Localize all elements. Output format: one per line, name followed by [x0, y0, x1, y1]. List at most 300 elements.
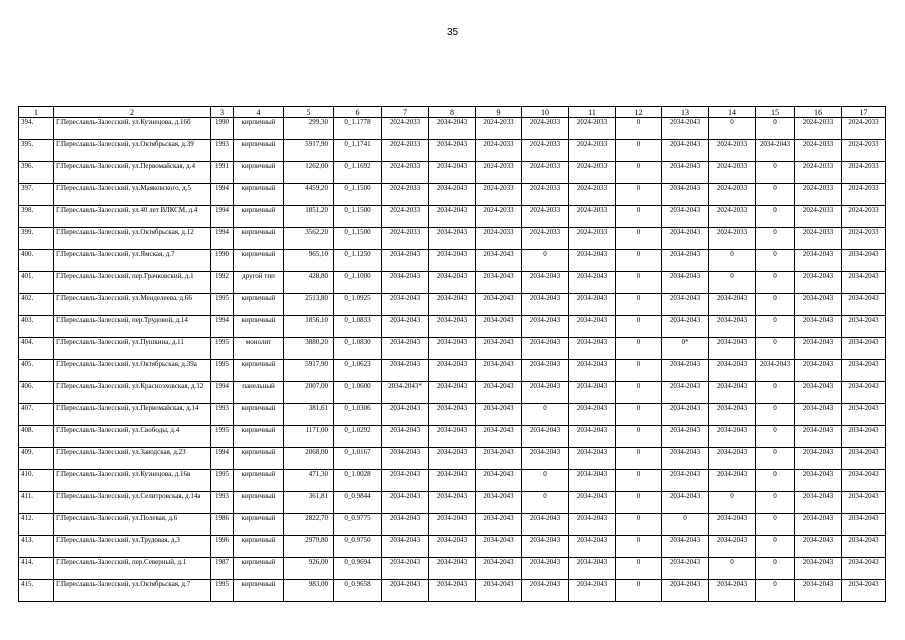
cell-c16: 2034-2043 — [795, 404, 842, 426]
cell-c16: 2024-2033 — [795, 206, 842, 228]
cell-c15: 0 — [756, 536, 795, 558]
cell-c10: 2034-2043 — [522, 272, 569, 294]
cell-c11: 2034-2043 — [569, 316, 616, 338]
cell-coef: 0_1.1000 — [334, 272, 382, 294]
cell-coef: 0_1.1500 — [334, 184, 382, 206]
cell-c14: 0 — [709, 250, 756, 272]
cell-year: 1995 — [211, 470, 234, 492]
cell-c12: 0 — [616, 470, 662, 492]
cell-c8: 2034-2043 — [429, 404, 476, 426]
cell-year: 1986 — [211, 514, 234, 536]
cell-c10: 2034-2043 — [522, 382, 569, 404]
cell-year: 1995 — [211, 294, 234, 316]
cell-area: 1856,10 — [284, 316, 334, 338]
cell-num: 400. — [19, 250, 54, 272]
cell-c17: 2024-2033 — [842, 162, 886, 184]
cell-c8: 2034-2043 — [429, 140, 476, 162]
cell-c11: 2034-2043 — [569, 536, 616, 558]
cell-c11: 2034-2043 — [569, 338, 616, 360]
cell-c9: 2034-2043 — [476, 514, 522, 536]
cell-c12: 0 — [616, 360, 662, 382]
header-cell-13: 13 — [662, 107, 709, 118]
cell-c11: 2034-2043 — [569, 382, 616, 404]
cell-c12: 0 — [616, 118, 662, 140]
table-row — [19, 206, 886, 228]
table-row — [19, 360, 886, 382]
cell-c7: 2034-2043 — [382, 536, 429, 558]
cell-c9: 2024-2033 — [476, 140, 522, 162]
cell-c8: 2034-2043 — [429, 250, 476, 272]
cell-c8: 2034-2043 — [429, 206, 476, 228]
header-cell-17: 17 — [842, 107, 886, 118]
cell-c13: 2034-2043 — [662, 360, 709, 382]
cell-c13: 2034-2043 — [662, 184, 709, 206]
cell-year: 1994 — [211, 206, 234, 228]
cell-c17: 2024-2033 — [842, 118, 886, 140]
cell-c13: 2034-2043 — [662, 448, 709, 470]
cell-c15: 0 — [756, 250, 795, 272]
cell-area: 3880,20 — [284, 338, 334, 360]
cell-coef: 0_1.0830 — [334, 338, 382, 360]
table-row — [19, 338, 886, 360]
cell-c15: 0 — [756, 206, 795, 228]
cell-c13: 2034-2043 — [662, 382, 709, 404]
cell-c15: 0 — [756, 580, 795, 602]
cell-c16: 2024-2033 — [795, 184, 842, 206]
header-cell-2: 2 — [54, 107, 211, 118]
cell-c16: 2034-2043 — [795, 426, 842, 448]
cell-c11: 2034-2043 — [569, 558, 616, 580]
cell-material: кирпичный — [234, 426, 284, 448]
cell-material: кирпичный — [234, 206, 284, 228]
cell-c17: 2034-2043 — [842, 294, 886, 316]
header-cell-8: 8 — [429, 107, 476, 118]
cell-c10: 2024-2033 — [522, 206, 569, 228]
cell-num: 412. — [19, 514, 54, 536]
cell-c12: 0 — [616, 250, 662, 272]
cell-c15: 0 — [756, 294, 795, 316]
cell-c9: 2034-2043 — [476, 580, 522, 602]
cell-c13: 2034-2043 — [662, 228, 709, 250]
cell-c10: 2034-2043 — [522, 514, 569, 536]
cell-year: 1993 — [211, 492, 234, 514]
cell-material: кирпичный — [234, 360, 284, 382]
cell-c9: 2034-2043 — [476, 250, 522, 272]
cell-c13: 2034-2043 — [662, 580, 709, 602]
cell-c14: 2034-2043 — [709, 316, 756, 338]
cell-material: кирпичный — [234, 250, 284, 272]
cell-c15: 0 — [756, 426, 795, 448]
cell-year: 1994 — [211, 448, 234, 470]
cell-c9: 2024-2033 — [476, 118, 522, 140]
cell-c15: 0 — [756, 470, 795, 492]
cell-c16: 2034-2043 — [795, 316, 842, 338]
cell-c10: 2034-2043 — [522, 558, 569, 580]
cell-area: 2068,00 — [284, 448, 334, 470]
header-cell-9: 9 — [476, 107, 522, 118]
cell-area: 983,00 — [284, 580, 334, 602]
cell-c9: 2034-2043 — [476, 558, 522, 580]
cell-c15: 0 — [756, 118, 795, 140]
cell-area: 361,81 — [284, 492, 334, 514]
header-cell-4: 4 — [234, 107, 284, 118]
header-cell-5: 5 — [284, 107, 334, 118]
cell-c8: 2034-2043 — [429, 316, 476, 338]
cell-c12: 0 — [616, 404, 662, 426]
table-row — [19, 492, 886, 514]
cell-c17: 2034-2043 — [842, 514, 886, 536]
cell-c12: 0 — [616, 272, 662, 294]
cell-c17: 2034-2043 — [842, 338, 886, 360]
cell-c7: 2024-2033 — [382, 228, 429, 250]
cell-address: Г.Переславль-Залесский, ул.Менделеева, д.66 — [54, 294, 211, 316]
cell-c8: 2034-2043 — [429, 382, 476, 404]
cell-num: 404. — [19, 338, 54, 360]
cell-num: 405. — [19, 360, 54, 382]
cell-c8: 2034-2043 — [429, 338, 476, 360]
cell-material: кирпичный — [234, 118, 284, 140]
cell-address: Г.Переславль-Залесский, пер.Северный, д.1 — [54, 558, 211, 580]
cell-c8: 2034-2043 — [429, 118, 476, 140]
cell-year: 1993 — [211, 404, 234, 426]
cell-c10: 2024-2033 — [522, 162, 569, 184]
cell-c13: 2034-2043 — [662, 404, 709, 426]
cell-c16: 2034-2043 — [795, 448, 842, 470]
cell-c13: 2034-2043 — [662, 140, 709, 162]
cell-c11: 2034-2043 — [569, 492, 616, 514]
cell-c14: 2034-2043 — [709, 360, 756, 382]
cell-year: 1995 — [211, 580, 234, 602]
cell-num: 407. — [19, 404, 54, 426]
cell-year: 1990 — [211, 118, 234, 140]
cell-c14: 2034-2043 — [709, 536, 756, 558]
cell-c16: 2034-2043 — [795, 580, 842, 602]
cell-c15: 0 — [756, 514, 795, 536]
cell-c8: 2034-2043 — [429, 426, 476, 448]
cell-area: 1262,00 — [284, 162, 334, 184]
cell-c14: 2024-2033 — [709, 228, 756, 250]
cell-c15: 0 — [756, 558, 795, 580]
cell-area: 1171,00 — [284, 426, 334, 448]
cell-area: 965,10 — [284, 250, 334, 272]
cell-material: другой тип — [234, 272, 284, 294]
data-table — [18, 106, 886, 602]
header-cell-12: 12 — [616, 107, 662, 118]
cell-address: Г.Переславль-Залесский, ул.Красноэховская, д.12 — [54, 382, 211, 404]
table-row — [19, 536, 886, 558]
cell-coef: 0_1.0028 — [334, 470, 382, 492]
table-row — [19, 470, 886, 492]
cell-num: 413. — [19, 536, 54, 558]
cell-num: 394. — [19, 118, 54, 140]
cell-c17: 2034-2043 — [842, 426, 886, 448]
cell-c9: 2034-2043 — [476, 382, 522, 404]
cell-c13: 2034-2043 — [662, 162, 709, 184]
cell-c8: 2034-2043 — [429, 514, 476, 536]
cell-c10: 2034-2043 — [522, 338, 569, 360]
cell-area: 926,00 — [284, 558, 334, 580]
cell-num: 396. — [19, 162, 54, 184]
cell-area: 5917,90 — [284, 360, 334, 382]
cell-year: 1991 — [211, 162, 234, 184]
cell-coef: 0_1.1250 — [334, 250, 382, 272]
header-cell-1: 1 — [19, 107, 54, 118]
cell-material: кирпичный — [234, 316, 284, 338]
cell-c9: 2024-2033 — [476, 206, 522, 228]
cell-address: Г.Переславль-Залесский, ул.Кузнецова, д.16в — [54, 470, 211, 492]
cell-c13: 0 — [662, 514, 709, 536]
cell-c10: 2034-2043 — [522, 360, 569, 382]
cell-c14: 2034-2043 — [709, 448, 756, 470]
cell-year: 1995 — [211, 360, 234, 382]
cell-c10: 0 — [522, 250, 569, 272]
table-row — [19, 316, 886, 338]
cell-c13: 2034-2043 — [662, 492, 709, 514]
cell-c15: 0 — [756, 382, 795, 404]
cell-material: кирпичный — [234, 492, 284, 514]
cell-area: 381,61 — [284, 404, 334, 426]
cell-material: кирпичный — [234, 294, 284, 316]
cell-c12: 0 — [616, 580, 662, 602]
cell-c17: 2034-2043 — [842, 250, 886, 272]
cell-c13: 2034-2043 — [662, 558, 709, 580]
cell-num: 398. — [19, 206, 54, 228]
cell-c14: 2034-2043 — [709, 382, 756, 404]
cell-material: кирпичный — [234, 404, 284, 426]
cell-material: монолит — [234, 338, 284, 360]
cell-coef: 0_0.9775 — [334, 514, 382, 536]
cell-c11: 2034-2043 — [569, 470, 616, 492]
cell-c15: 2034-2043 — [756, 140, 795, 162]
cell-c7: 2034-2043 — [382, 580, 429, 602]
cell-c12: 0 — [616, 294, 662, 316]
cell-num: 415. — [19, 580, 54, 602]
cell-year: 1996 — [211, 536, 234, 558]
cell-coef: 0_1.1741 — [334, 140, 382, 162]
cell-c8: 2034-2043 — [429, 294, 476, 316]
cell-coef: 0_1.0925 — [334, 294, 382, 316]
cell-c15: 2034-2043 — [756, 360, 795, 382]
cell-c10: 2024-2033 — [522, 184, 569, 206]
cell-area: 5917,90 — [284, 140, 334, 162]
housing-table — [18, 106, 885, 602]
cell-c14: 2034-2043 — [709, 514, 756, 536]
cell-c11: 2024-2033 — [569, 206, 616, 228]
cell-c12: 0 — [616, 536, 662, 558]
table-row — [19, 294, 886, 316]
cell-address: Г.Переславль-Залесский, ул.Полевая, д.6 — [54, 514, 211, 536]
header-cell-11: 11 — [569, 107, 616, 118]
cell-year: 1993 — [211, 140, 234, 162]
cell-c7: 2034-2043* — [382, 382, 429, 404]
cell-c7: 2034-2043 — [382, 470, 429, 492]
cell-c9: 2034-2043 — [476, 272, 522, 294]
cell-c12: 0 — [616, 426, 662, 448]
cell-c14: 0 — [709, 272, 756, 294]
cell-c10: 0 — [522, 470, 569, 492]
cell-material: кирпичный — [234, 140, 284, 162]
cell-c8: 2034-2043 — [429, 272, 476, 294]
cell-address: Г.Переславль-Залесский, ул.Октябрьская, д.39 — [54, 140, 211, 162]
cell-c7: 2024-2033 — [382, 162, 429, 184]
cell-c10: 2034-2043 — [522, 316, 569, 338]
cell-c9: 2034-2043 — [476, 448, 522, 470]
cell-c11: 2034-2043 — [569, 404, 616, 426]
cell-coef: 0_1.1500 — [334, 228, 382, 250]
cell-year: 1994 — [211, 184, 234, 206]
cell-c16: 2034-2043 — [795, 470, 842, 492]
cell-num: 414. — [19, 558, 54, 580]
cell-c7: 2024-2033 — [382, 206, 429, 228]
cell-c11: 2034-2043 — [569, 250, 616, 272]
cell-c17: 2034-2043 — [842, 316, 886, 338]
cell-c14: 2024-2033 — [709, 140, 756, 162]
cell-address: Г.Переславль-Залесский, ул.Первомайская, д.4 — [54, 162, 211, 184]
cell-c9: 2034-2043 — [476, 360, 522, 382]
cell-c8: 2034-2043 — [429, 162, 476, 184]
cell-num: 411. — [19, 492, 54, 514]
cell-c13: 2034-2043 — [662, 272, 709, 294]
table-row — [19, 404, 886, 426]
cell-c14: 0 — [709, 492, 756, 514]
cell-c9: 2024-2033 — [476, 184, 522, 206]
cell-c9: 2034-2043 — [476, 338, 522, 360]
cell-c7: 2034-2043 — [382, 514, 429, 536]
cell-c14: 2034-2043 — [709, 426, 756, 448]
cell-c7: 2034-2043 — [382, 338, 429, 360]
cell-c7: 2034-2043 — [382, 250, 429, 272]
cell-c17: 2024-2033 — [842, 206, 886, 228]
cell-c10: 2034-2043 — [522, 580, 569, 602]
cell-material: кирпичный — [234, 162, 284, 184]
cell-c13: 2034-2043 — [662, 316, 709, 338]
cell-c11: 2024-2033 — [569, 184, 616, 206]
cell-c14: 2024-2033 — [709, 184, 756, 206]
cell-material: кирпичный — [234, 184, 284, 206]
table-row — [19, 448, 886, 470]
cell-year: 1994 — [211, 228, 234, 250]
table-row — [19, 514, 886, 536]
cell-c8: 2034-2043 — [429, 536, 476, 558]
cell-year: 1987 — [211, 558, 234, 580]
cell-material: кирпичный — [234, 448, 284, 470]
table-row — [19, 580, 886, 602]
table-row — [19, 162, 886, 184]
cell-c17: 2034-2043 — [842, 580, 886, 602]
cell-c13: 2034-2043 — [662, 426, 709, 448]
cell-c17: 2024-2033 — [842, 228, 886, 250]
cell-c10: 2024-2033 — [522, 140, 569, 162]
cell-c17: 2034-2043 — [842, 382, 886, 404]
cell-address: Г.Переславль-Залесский, ул.Трудовая, д.3 — [54, 536, 211, 558]
cell-c17: 2034-2043 — [842, 272, 886, 294]
cell-c7: 2034-2043 — [382, 492, 429, 514]
cell-coef: 0_1.0292 — [334, 426, 382, 448]
cell-c7: 2034-2043 — [382, 404, 429, 426]
cell-area: 471,30 — [284, 470, 334, 492]
cell-address: Г.Переславль-Залесский, ул.Селитровская, д.14а — [54, 492, 211, 514]
cell-area: 3562,20 — [284, 228, 334, 250]
header-row — [19, 107, 886, 118]
cell-c13: 2034-2043 — [662, 470, 709, 492]
cell-c14: 2034-2043 — [709, 404, 756, 426]
cell-c14: 2024-2033 — [709, 206, 756, 228]
cell-year: 1990 — [211, 250, 234, 272]
cell-c17: 2034-2043 — [842, 558, 886, 580]
cell-c7: 2024-2033 — [382, 118, 429, 140]
cell-c15: 0 — [756, 228, 795, 250]
cell-area: 428,80 — [284, 272, 334, 294]
cell-c7: 2034-2043 — [382, 316, 429, 338]
table-row — [19, 118, 886, 140]
header-cell-3: 3 — [211, 107, 234, 118]
cell-c17: 2034-2043 — [842, 404, 886, 426]
cell-c11: 2034-2043 — [569, 426, 616, 448]
cell-coef: 0_0.9658 — [334, 580, 382, 602]
cell-c12: 0 — [616, 316, 662, 338]
cell-c11: 2024-2033 — [569, 140, 616, 162]
cell-c13: 2034-2043 — [662, 206, 709, 228]
cell-c7: 2034-2043 — [382, 448, 429, 470]
cell-c7: 2034-2043 — [382, 294, 429, 316]
cell-c17: 2034-2043 — [842, 470, 886, 492]
cell-c16: 2024-2033 — [795, 140, 842, 162]
cell-c9: 2034-2043 — [476, 470, 522, 492]
cell-c12: 0 — [616, 382, 662, 404]
cell-c10: 0 — [522, 404, 569, 426]
cell-address: Г.Переславль-Залесский, ул.Ямская, д.7 — [54, 250, 211, 272]
cell-c11: 2034-2043 — [569, 448, 616, 470]
cell-c16: 2024-2033 — [795, 228, 842, 250]
cell-c14: 2034-2043 — [709, 338, 756, 360]
cell-c16: 2024-2033 — [795, 162, 842, 184]
cell-address: Г.Переславль-Залесский, ул.Маяковского, д.5 — [54, 184, 211, 206]
cell-num: 409. — [19, 448, 54, 470]
cell-area: 4459,20 — [284, 184, 334, 206]
cell-c8: 2034-2043 — [429, 558, 476, 580]
cell-coef: 0_0.9750 — [334, 536, 382, 558]
cell-c8: 2034-2043 — [429, 228, 476, 250]
cell-c16: 2024-2033 — [795, 118, 842, 140]
cell-coef: 0_1.0833 — [334, 316, 382, 338]
cell-coef: 0_1.1692 — [334, 162, 382, 184]
cell-coef: 0_1.1500 — [334, 206, 382, 228]
cell-year: 1995 — [211, 338, 234, 360]
cell-c14: 2034-2043 — [709, 470, 756, 492]
cell-c17: 2034-2043 — [842, 360, 886, 382]
cell-c9: 2024-2033 — [476, 228, 522, 250]
cell-c13: 2034-2043 — [662, 536, 709, 558]
cell-area: 2513,80 — [284, 294, 334, 316]
table-row — [19, 426, 886, 448]
cell-c16: 2034-2043 — [795, 360, 842, 382]
cell-c8: 2034-2043 — [429, 184, 476, 206]
cell-material: кирпичный — [234, 228, 284, 250]
cell-c11: 2034-2043 — [569, 272, 616, 294]
cell-c11: 2024-2033 — [569, 118, 616, 140]
cell-year: 1992 — [211, 272, 234, 294]
cell-c15: 0 — [756, 272, 795, 294]
cell-area: 2007,00 — [284, 382, 334, 404]
cell-area: 2979,80 — [284, 536, 334, 558]
cell-address: Г.Переславль-Залесский, ул.Свободы, д.4 — [54, 426, 211, 448]
cell-c10: 2034-2043 — [522, 536, 569, 558]
cell-c11: 2024-2033 — [569, 228, 616, 250]
cell-address: Г.Переславль-Залесский, ул.40 лет ВЛКСМ, д.4 — [54, 206, 211, 228]
cell-address: Г.Переславль-Залесский, ул.Пушкина, д.11 — [54, 338, 211, 360]
cell-material: панельный — [234, 382, 284, 404]
cell-c12: 0 — [616, 206, 662, 228]
